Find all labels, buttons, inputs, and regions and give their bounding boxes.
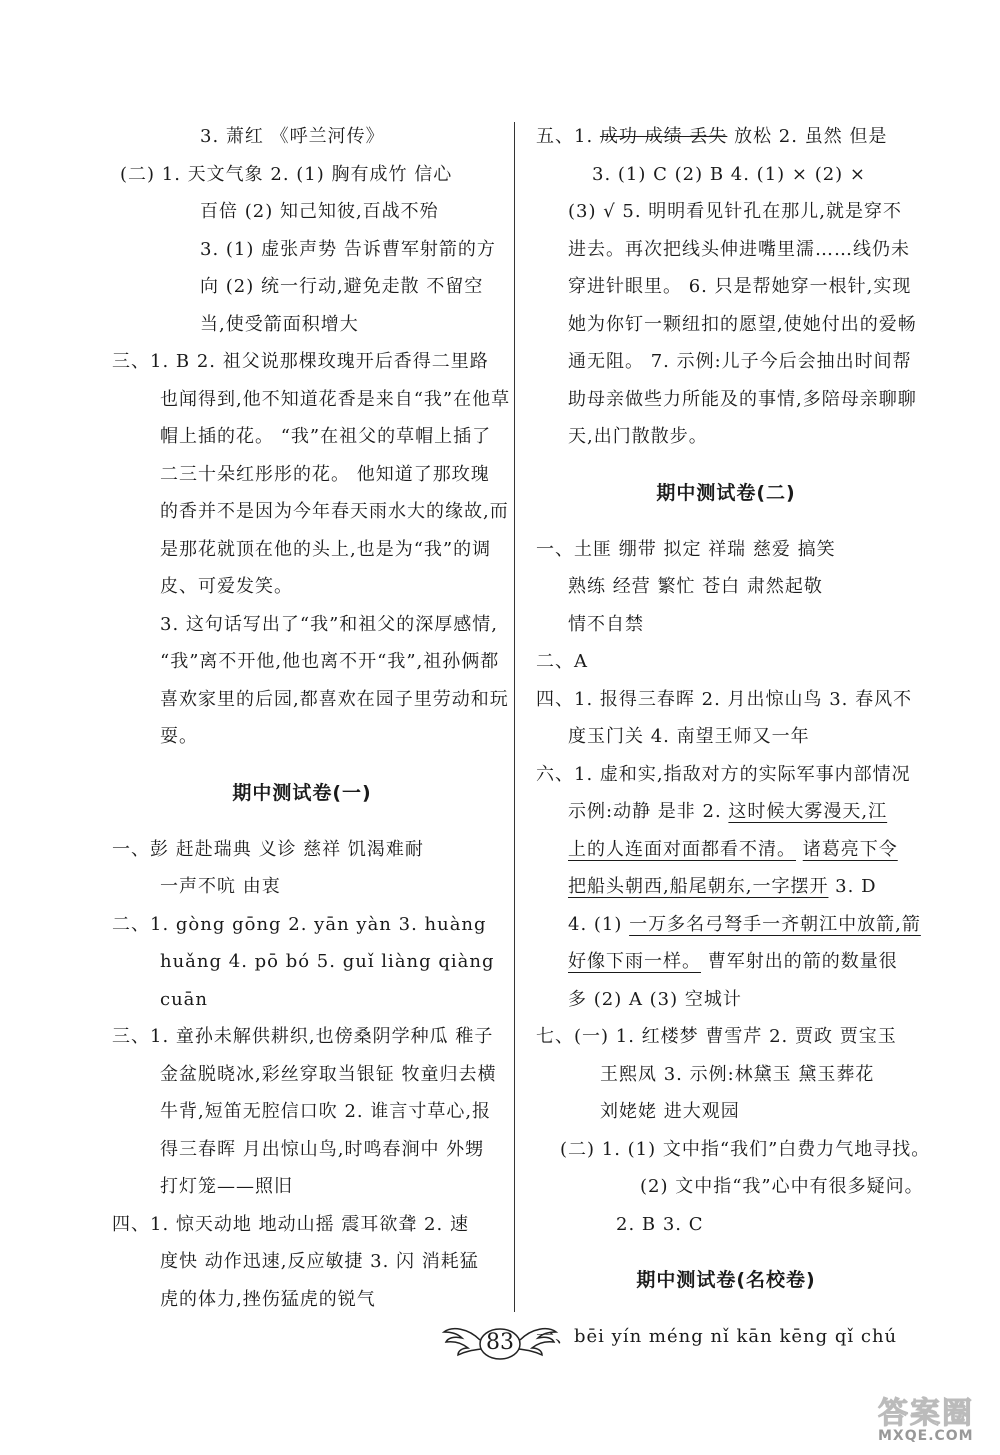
answer-line <box>112 1056 497 1094</box>
answer-text: 期中测试卷(名校卷) <box>636 1269 816 1291</box>
answer-text: 四、1. 报得三春晖 2. 月出惊山鸟 3. 春风不 <box>536 688 913 710</box>
answer-line <box>536 793 916 831</box>
answer-text: (二) 1. (1) 文中指“我们”白费力气地寻找。 <box>560 1138 931 1160</box>
page-number-text: 83 <box>486 1330 514 1355</box>
answer-text: “我”离不开他,他也离不开“我”,祖孙俩都 <box>160 651 500 672</box>
answer-text: 的香并不是因为今年春天雨水大的缘故,而 <box>160 501 509 522</box>
answer-text: 2. B 3. C <box>616 1213 704 1235</box>
answer-line <box>536 1093 916 1131</box>
answer-text: 熟练 经营 繁忙 苍白 肃然起敬 <box>568 576 823 597</box>
answer-text <box>796 839 803 860</box>
answer-text: 喜欢家里的后园,都喜欢在园子里劳动和玩 <box>160 688 509 710</box>
answer-text: (二) 1. 天文气象 2. (1) 胸有成竹 信心 <box>120 163 453 185</box>
answer-line <box>112 493 509 531</box>
answer-line <box>536 756 916 794</box>
answer-line <box>536 531 916 569</box>
section-heading <box>536 1243 916 1318</box>
underlined-answer: 这时候大雾漫天,江 <box>728 801 888 822</box>
answer-text: 刘姥姥 进大观园 <box>600 1101 740 1122</box>
answer-text: 一、bēi yín méng nǐ kān kēng qǐ chú <box>536 1326 898 1347</box>
answer-text: 多 (2) A (3) 空城计 <box>568 988 742 1010</box>
answer-line <box>112 531 492 569</box>
answer-text: 3. 萧红 《呼兰河传》 <box>200 126 385 147</box>
answer-line <box>112 906 492 944</box>
answer-line <box>536 1131 931 1169</box>
underlined-answer: 把船头朝西,船尾朝东,一字摆开 <box>568 876 829 897</box>
answer-text: 向 (2) 统一行动,避免走散 不留空 <box>200 276 484 297</box>
answer-line <box>536 268 916 306</box>
answer-line <box>112 1093 492 1131</box>
answer-text: 牛背,短笛无腔信口吹 2. 谁言寸草心,报 <box>160 1101 492 1122</box>
answer-line <box>536 156 916 194</box>
answer-text: 五、1. <box>536 126 600 147</box>
answer-text: 3. D <box>828 876 877 897</box>
underlined-answer: 好像下雨一样。 <box>568 951 701 972</box>
answer-text: 3. 这句话写出了“我”和祖父的深厚感情, <box>160 613 499 635</box>
answer-line <box>536 568 916 606</box>
answer-text: 王熙凤 3. 示例:林黛玉 黛玉葬花 <box>600 1063 875 1085</box>
answer-line <box>112 1131 492 1169</box>
answer-line <box>536 1206 916 1244</box>
answer-text: 四、1. 惊天动地 地动山摇 震耳欲聋 2. 速 <box>112 1213 469 1235</box>
answer-line <box>536 1018 916 1056</box>
section-heading <box>536 456 916 531</box>
answer-text: (3) √ 5. 明明看见针孔在那儿,就是穿不 <box>568 201 903 222</box>
answer-line <box>112 456 492 494</box>
answer-text: 得三春晖 月出惊山鸟,时鸣春涧中 外甥 <box>160 1138 485 1160</box>
answer-text: 期中测试卷(二) <box>656 481 796 504</box>
answer-line <box>112 681 509 719</box>
answer-text: 三、1. 童孙未解供耕织,也傍桑阴学种瓜 稚子 <box>112 1026 494 1047</box>
answer-text: 二三十朵红彤彤的花。 他知道了那玫瑰 <box>160 463 490 485</box>
answer-line <box>536 868 916 906</box>
answer-text: 天,出门散散步。 <box>568 426 708 447</box>
watermark-logo <box>878 1388 993 1448</box>
section-heading <box>112 756 492 831</box>
answer-line <box>536 418 916 456</box>
page-number <box>440 1320 560 1370</box>
answer-text: 当,使受箭面积增大 <box>200 313 359 335</box>
answer-line <box>112 981 492 1019</box>
answer-text: 皮、可爱发笑。 <box>160 576 293 597</box>
answer-text: 七、(一) 1. 红楼梦 曹雪芹 2. 贾政 贾宝玉 <box>536 1026 897 1047</box>
answer-text: huǎng 4. pō bó 5. guǐ liàng qiàng <box>160 951 495 972</box>
answer-text: 进去。再次把线头伸进嘴里濡……线仍未 <box>568 238 910 260</box>
answer-line <box>536 193 916 231</box>
answer-line <box>112 343 492 381</box>
answer-line <box>112 943 495 981</box>
watermark-title: 答案圈 <box>878 1396 974 1431</box>
underlined-answer: 一万多名弓弩手一齐朝江中放箭,箭 <box>629 913 921 935</box>
answer-line <box>536 943 916 981</box>
answer-line <box>536 1318 916 1356</box>
answer-line <box>536 906 921 944</box>
answer-text: 也闻得到,他不知道花香是来自“我”在他草 <box>160 388 511 410</box>
answer-line <box>112 306 492 344</box>
answer-line <box>112 1243 492 1281</box>
answer-line <box>112 1206 492 1244</box>
answer-line <box>112 193 492 231</box>
answer-text: 是那花就顶在他的头上,也是为“我”的调 <box>160 538 492 560</box>
answer-line <box>112 568 492 606</box>
answer-line <box>536 981 916 1019</box>
answer-line <box>536 118 916 156</box>
answer-line <box>112 606 499 644</box>
answer-line <box>112 231 496 269</box>
answer-text: 助母亲做些力所能及的事情,多陪母亲聊聊 <box>568 388 917 410</box>
answer-line <box>112 831 492 869</box>
answer-text: 一、彭 赶赴瑞典 义诊 慈祥 饥渴难耐 <box>112 838 424 860</box>
answer-line <box>536 381 916 419</box>
answer-text: 一声不吭 由衷 <box>160 876 281 897</box>
answer-text: 度快 动作迅速,反应敏捷 3. 闪 消耗猛 <box>160 1251 479 1272</box>
answer-line <box>536 1168 924 1206</box>
answer-text: 穿进针眼里。 6. 只是帮她穿一根针,实现 <box>568 276 912 297</box>
answer-text: 二、1. gòng gōng 2. yān yàn 3. huàng <box>112 913 487 935</box>
answer-text: 4. (1) <box>568 913 630 935</box>
watermark-sub: MXQE.COM <box>878 1428 974 1444</box>
answer-line <box>536 643 916 681</box>
answer-line <box>112 268 492 306</box>
answer-line <box>536 718 916 756</box>
answer-text: 3. (1) 虚张声势 告诉曹军射箭的方 <box>200 238 496 260</box>
answer-line <box>536 1056 916 1094</box>
answer-line <box>536 231 916 269</box>
underlined-answer: 上的人连面对面都看不清。 <box>568 838 796 860</box>
answer-text: 情不自禁 <box>568 613 644 635</box>
answer-line <box>112 418 492 456</box>
answer-text: 六、1. 虚和实,指敌对方的实际军事内部情况 <box>536 763 911 785</box>
answer-text: 三、1. B 2. 祖父说那棵玫瑰开后香得二里路 <box>112 351 489 372</box>
answer-text: 打灯笼——照旧 <box>160 1176 293 1197</box>
answer-line <box>112 868 492 906</box>
answer-line <box>112 1168 492 1206</box>
answer-text: 耍。 <box>160 726 198 747</box>
answer-text: 她为你钉一颗纽扣的愿望,使她付出的爱畅 <box>568 313 917 335</box>
answer-text: 一、土匪 绷带 拟定 祥瑞 慈爱 搞笑 <box>536 538 836 560</box>
answer-line <box>536 606 916 644</box>
answer-line <box>112 718 492 756</box>
answer-text: 3. (1) C (2) B 4. (1) × (2) × <box>592 163 866 185</box>
answer-text: 度玉门关 4. 南望王师又一年 <box>568 726 810 747</box>
answer-line <box>536 831 916 869</box>
answer-text: 示例:动静 是非 2. <box>568 801 729 822</box>
answer-text: 二、A <box>536 651 588 672</box>
answer-line <box>536 681 916 719</box>
answer-text: (2) 文中指“我”心中有很多疑问。 <box>640 1176 924 1197</box>
answer-text: 百倍 (2) 知己知彼,百战不殆 <box>200 201 439 222</box>
answer-text: 虎的体力,挫伤猛虎的锐气 <box>160 1288 376 1310</box>
answer-text: 帽上插的花。 “我”在祖父的草帽上插了 <box>160 426 492 447</box>
answer-text: 曹军射出的箭的数量很 <box>701 951 898 972</box>
right-column <box>536 118 931 1356</box>
answer-line <box>112 643 500 681</box>
answer-line <box>536 343 916 381</box>
left-column <box>112 118 511 1318</box>
answer-text: 金盆脱晓冰,彩丝穿取当银钲 牧童归去横 <box>160 1063 497 1085</box>
answer-text: cuān <box>160 988 208 1010</box>
answer-text: 通无阻。 7. 示例:儿子今后会抽出时间帮 <box>568 351 912 372</box>
answer-line <box>536 306 916 344</box>
underlined-answer: 诸葛亮下令 <box>802 838 898 860</box>
answer-line <box>112 156 492 194</box>
corrected-text: 成功 成绩 丢失 <box>599 126 728 147</box>
answer-text: 期中测试卷(一) <box>232 781 372 804</box>
column-divider <box>514 122 515 1312</box>
answer-text: 放松 2. 虽然 但是 <box>727 126 888 147</box>
answer-line <box>112 1281 492 1319</box>
answer-line <box>112 381 511 419</box>
answer-line <box>112 118 492 156</box>
answer-line <box>112 1018 492 1056</box>
